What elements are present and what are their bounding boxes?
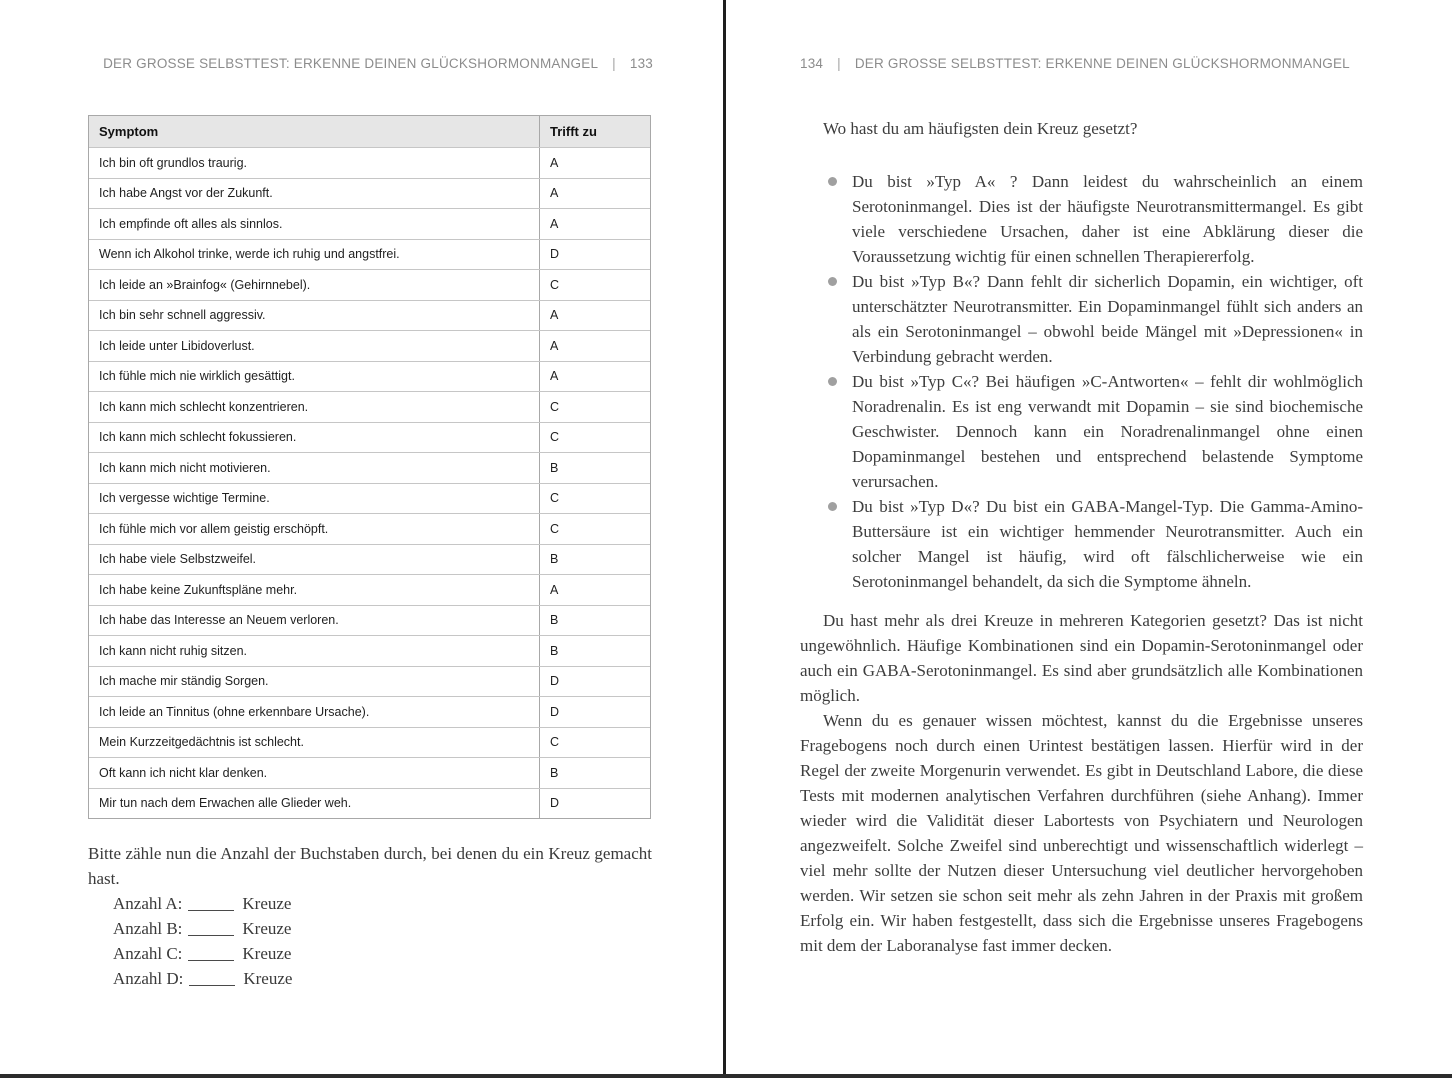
count-suffix: Kreuze — [242, 919, 292, 938]
table-body — [89, 147, 650, 818]
symptom-cell: Ich kann mich schlecht fokussieren. — [89, 423, 540, 453]
answer-cell: C — [550, 735, 560, 750]
count-suffix: Kreuze — [242, 894, 292, 913]
symptom-cell: Ich kann nicht ruhig sitzen. — [89, 636, 540, 666]
list-item — [800, 269, 1363, 369]
answer-cell: B — [550, 765, 559, 780]
bullet-text: Du bist »Typ B«? Dann fehlt dir sicherlich Dopamin, ein wichtiger, oft unterschätzter Neurotransmitter. Ein Dopaminmangel fühlt sich anders an als ein Serotoninmangel – obwohl beide Mängel mit »Depressionen« in Verbindung gebracht werden. — [852, 272, 1363, 366]
column-header-trifft-zu: Trifft zu — [550, 124, 597, 139]
symptom-cell: Mein Kurzzeitgedächtnis ist schlecht. — [89, 728, 540, 758]
count-label: Anzahl B: — [113, 919, 183, 938]
page-number: 134 — [800, 56, 824, 71]
table-row — [89, 666, 650, 697]
count-line — [113, 891, 652, 916]
count-intro: Bitte zähle nun die Anzahl der Buchstaben durch, bei denen du ein Kreuz gemacht hast. — [88, 844, 652, 888]
answer-cell: C — [550, 277, 560, 292]
table-row — [89, 300, 650, 331]
table-row — [89, 178, 650, 209]
symptom-cell: Ich mache mir ständig Sorgen. — [89, 667, 540, 697]
table-row — [89, 147, 650, 178]
fill-in-blank — [188, 897, 234, 911]
symptom-cell: Ich habe das Interesse an Neuem verloren. — [89, 606, 540, 636]
table-row — [89, 422, 650, 453]
symptom-cell: Mir tun nach dem Erwachen alle Glieder weh. — [89, 789, 540, 819]
table-row — [89, 269, 650, 300]
count-line — [113, 941, 652, 966]
running-head-separator: | — [837, 56, 841, 71]
table-header-row — [89, 116, 650, 147]
answer-cell: A — [550, 216, 559, 231]
table-row — [89, 727, 650, 758]
answer-cell: D — [550, 796, 560, 811]
symptom-cell: Ich bin oft grundlos traurig. — [89, 148, 540, 178]
running-head-separator: | — [612, 56, 616, 71]
table-row — [89, 513, 650, 544]
symptom-cell: Ich leide unter Libidoverlust. — [89, 331, 540, 361]
count-suffix: Kreuze — [243, 969, 293, 988]
symptom-cell: Ich fühle mich vor allem geistig erschöpft. — [89, 514, 540, 544]
symptom-cell: Ich leide an Tinnitus (ohne erkennbare Ursache). — [89, 697, 540, 727]
answer-cell: A — [550, 308, 559, 323]
answer-cell: D — [550, 704, 560, 719]
table-row — [89, 757, 650, 788]
symptom-table — [88, 115, 651, 819]
symptom-cell: Ich leide an »Brainfog« (Gehirnnebel). — [89, 270, 540, 300]
table-row — [89, 696, 650, 727]
symptom-cell: Ich bin sehr schnell aggressiv. — [89, 301, 540, 331]
answer-cell: B — [550, 643, 559, 658]
symptom-cell: Ich fühle mich nie wirklich gesättigt. — [89, 362, 540, 392]
body-paragraphs — [800, 608, 1363, 958]
answer-cell: C — [550, 430, 560, 445]
page-number: 133 — [629, 56, 653, 71]
answer-cell: B — [550, 613, 559, 628]
answer-cell: C — [550, 491, 560, 506]
bullet-icon — [828, 277, 837, 286]
answer-cell: A — [550, 186, 559, 201]
symptom-cell: Ich habe viele Selbstzweifel. — [89, 545, 540, 575]
table-row — [89, 391, 650, 422]
type-bullet-list — [800, 169, 1363, 594]
count-label: Anzahl A: — [113, 894, 183, 913]
column-header-symptom: Symptom — [89, 116, 540, 147]
bullet-text: Du bist »Typ D«? Du bist ein GABA-Mangel-Typ. Die Gamma-Amino-Buttersäure ist ein wichtiger hemmender Neurotransmitter. Auch ein solcher Mangel ist häufig, wird oft fälschlicherweise wie ein Serotoninmangel behandelt, da sich die Symptome ähneln. — [852, 497, 1363, 591]
answer-cell: A — [550, 582, 559, 597]
symptom-cell: Ich vergesse wichtige Termine. — [89, 484, 540, 514]
bottom-border — [0, 1074, 1452, 1078]
fill-in-blank — [188, 947, 234, 961]
table-row — [89, 605, 650, 636]
answer-cell: D — [550, 674, 560, 689]
answer-cell: A — [550, 338, 559, 353]
count-line — [113, 916, 652, 941]
list-item — [800, 369, 1363, 494]
right-page-body — [800, 116, 1363, 958]
table-row — [89, 574, 650, 605]
answer-cell: C — [550, 399, 560, 414]
symptom-cell: Ich empfinde oft alles als sinnlos. — [89, 209, 540, 239]
table-row — [89, 452, 650, 483]
body-paragraph: Wenn du es genauer wissen möchtest, kannst du die Ergebnisse unseres Fragebogens noch durch einen Urintest bestätigen lassen. Hierfür wird in der Regel der zweite Morgenurin verwendet. Es gibt in Deutschland Labore, die diese Tests mit modernen analytischen Verfahren durchführen (siehe Anhang). Immer wieder wird die Validität dieser Labortests von Psychiatern und Neurologen angezweifelt. Solche Zweifel sind unberechtigt und wissenschaftlich widerlegt – viel mehr sollte der Nutzen dieser Untersuchung viel deutlicher hervorgehoben werden. Wir setzen sie schon seit mehr als zehn Jahren in der Praxis mit großem Erfolg ein. Wir haben festgestellt, dass sich die Ergebnisse unseres Fragebogens mit dem der Laboranalyse fast immer decken. — [800, 711, 1363, 955]
count-label: Anzahl D: — [113, 969, 184, 988]
page-divider — [723, 0, 726, 1078]
count-line — [113, 966, 652, 991]
table-row — [89, 361, 650, 392]
count-section — [88, 841, 652, 991]
count-label: Anzahl C: — [113, 944, 183, 963]
bullet-icon — [828, 502, 837, 511]
symptom-cell: Ich habe Angst vor der Zukunft. — [89, 179, 540, 209]
answer-cell: A — [550, 155, 559, 170]
count-lines — [88, 891, 652, 991]
table-row — [89, 544, 650, 575]
fill-in-blank — [188, 922, 234, 936]
list-item — [800, 169, 1363, 269]
answer-cell: D — [550, 247, 560, 262]
running-head-title: DER GROSSE SELBSTTEST: ERKENNE DEINEN GLÜCKSHORMONMANGEL — [854, 56, 1350, 71]
fill-in-blank — [189, 972, 235, 986]
running-head-left — [103, 56, 653, 71]
table-row — [89, 635, 650, 666]
table-row — [89, 208, 650, 239]
answer-cell: C — [550, 521, 560, 536]
table-row — [89, 483, 650, 514]
table-row — [89, 239, 650, 270]
table-row — [89, 788, 650, 819]
answer-cell: B — [550, 552, 559, 567]
symptom-cell: Ich habe keine Zukunftspläne mehr. — [89, 575, 540, 605]
list-item — [800, 494, 1363, 594]
symptom-cell: Ich kann mich nicht motivieren. — [89, 453, 540, 483]
symptom-cell: Oft kann ich nicht klar denken. — [89, 758, 540, 788]
answer-cell: B — [550, 460, 559, 475]
bullet-text: Du bist »Typ C«? Bei häufigen »C-Antworten« – fehlt dir wohlmöglich Noradrenalin. Es ist eng verwandt mit Dopamin – sie sind biochemische Geschwister. Dennoch kann ein Noradrenalinmangel ohne einen Dopaminmangel bestehen und entsprechend belastende Symptome verursachen. — [852, 372, 1363, 491]
symptom-cell: Wenn ich Alkohol trinke, werde ich ruhig und angstfrei. — [89, 240, 540, 270]
answer-cell: A — [550, 369, 559, 384]
bullet-icon — [828, 177, 837, 186]
table-row — [89, 330, 650, 361]
symptom-cell: Ich kann mich schlecht konzentrieren. — [89, 392, 540, 422]
count-suffix: Kreuze — [242, 944, 292, 963]
running-head-right — [800, 56, 1350, 71]
body-paragraph: Du hast mehr als drei Kreuze in mehreren Kategorien gesetzt? Das ist nicht ungewöhnlich. Häufige Kombinationen sind ein Dopamin-Serotoninmangel oder auch ein GABA-Serotoninmangel. Es sind aber grundsätzlich alle Kombinationen möglich. — [800, 611, 1363, 705]
bullet-icon — [828, 377, 837, 386]
question-line: Wo hast du am häufigsten dein Kreuz gesetzt? — [823, 119, 1138, 138]
bullet-text: Du bist »Typ A« ? Dann leidest du wahrscheinlich an einem Serotoninmangel. Dies ist der häufigste Neurotransmittermangel. Es gibt viele verschiedene Ursachen, daher ist eine Abklärung dieser die Voraussetzung wichtig für einen schnellen Therapiererfolg. — [852, 172, 1363, 266]
running-head-title: DER GROSSE SELBSTTEST: ERKENNE DEINEN GLÜCKSHORMONMANGEL — [103, 56, 599, 71]
